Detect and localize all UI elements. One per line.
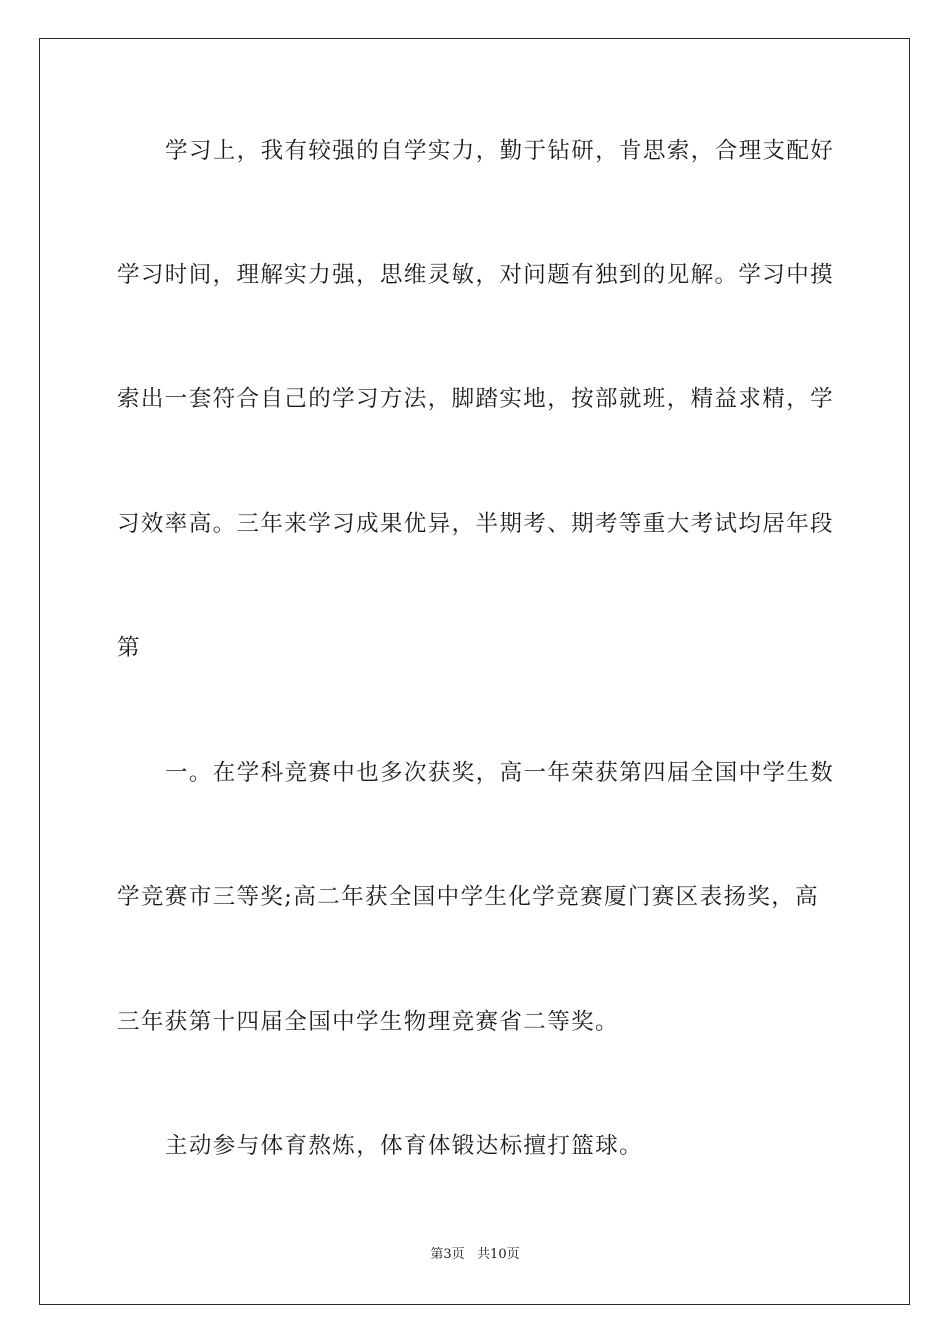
paragraph-line-8: 三年获第十四届全国中学生物理竞赛省二等奖。 — [117, 1009, 619, 1035]
page-number-footer: 第3页 共10页 — [430, 1247, 520, 1262]
paragraph-line-3: 索出一套符合自己的学习方法，脚踏实地，按部就班，精益求精，学 — [117, 386, 835, 412]
paragraph-line-2: 学习时间，理解实力强，思维灵敏，对问题有独到的见解。学习中摸 — [117, 262, 835, 288]
paragraph-line-6: 一。在学科竞赛中也多次获奖，高一年荣获第四届全国中学生数 — [165, 760, 835, 786]
paragraph-line-5: 第 — [117, 635, 141, 661]
page-border — [39, 38, 910, 1305]
paragraph-line-4: 习效率高。三年来学习成果优异，半期考、期考等重大考试均居年段 — [117, 511, 835, 537]
paragraph-line-7: 学竞赛市三等奖;高二年获全国中学生化学竞赛厦门赛区表扬奖，高 — [117, 884, 820, 910]
paragraph-line-9: 主动参与体育熬炼，体育体锻达标擅打篮球。 — [165, 1133, 644, 1159]
paragraph-line-1: 学习上，我有较强的自学实力，勤于钻研，肯思索，合理支配好 — [165, 138, 835, 164]
